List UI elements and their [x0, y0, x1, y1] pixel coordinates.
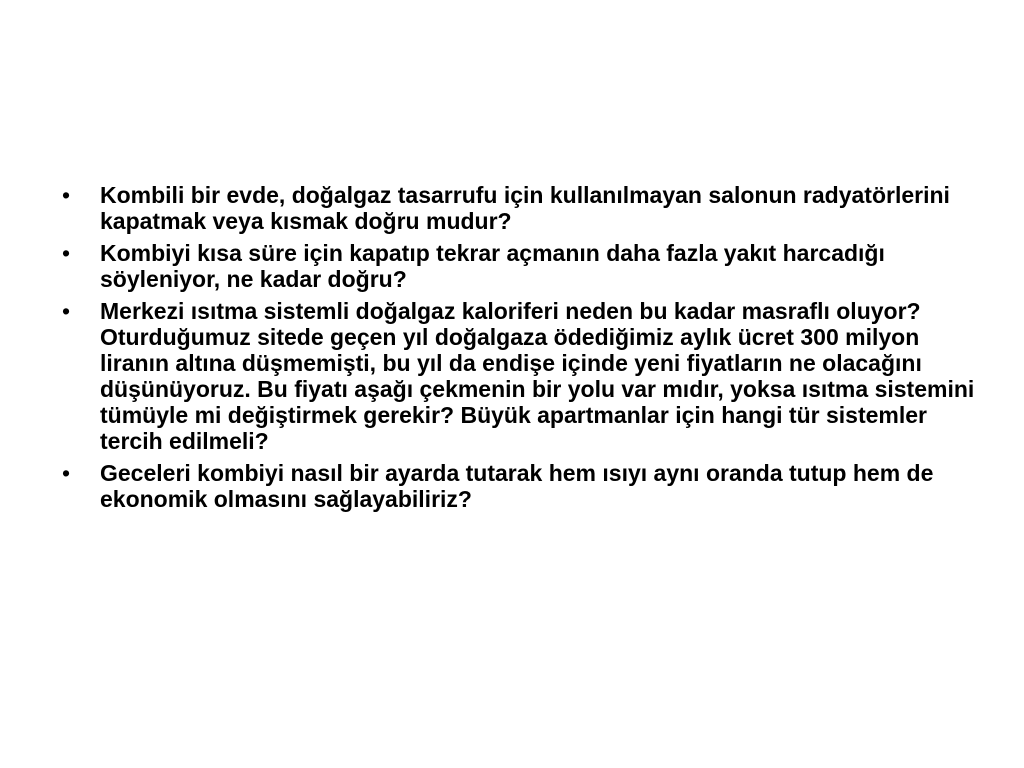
bullet-text: Merkezi ısıtma sistemli doğalgaz kaloriferi neden bu kadar masraflı oluyor? Oturduğumuz sitede geçen yıl doğalgaza ödediğimiz aylık ücret 300 milyon liranın altına düşmemişti, bu yıl da endişe içinde yeni fiyatların ne olacağını düşünüyoruz. Bu fiyatı aşağı çekmenin bir yolu var mıdır, yoksa ısıtma sistemini tümüyle mi değiştirmek gerekir? Büyük apartmanlar için hangi tür sistemler tercih edilmeli?: [100, 298, 975, 454]
bullet-item-2: [60, 240, 980, 292]
bullet-marker: •: [62, 240, 71, 266]
bullet-text: Kombili bir evde, doğalgaz tasarrufu için kullanılmayan salonun radyatörlerini kapatmak veya kısmak doğru mudur?: [100, 182, 950, 234]
bullet-text: Geceleri kombiyi nasıl bir ayarda tutarak hem ısıyı aynı oranda tutup hem de ekonomik olmasını sağlayabiliriz?: [100, 460, 934, 512]
bullet-list: [60, 182, 980, 518]
bullet-item-1: [60, 182, 980, 234]
bullet-text: Kombiyi kısa süre için kapatıp tekrar açmanın daha fazla yakıt harcadığı söyleniyor, ne kadar doğru?: [100, 240, 885, 292]
bullet-marker: •: [62, 298, 71, 324]
bullet-marker: •: [62, 460, 71, 486]
bullet-item-4: [60, 460, 980, 512]
bullet-marker: •: [62, 182, 71, 208]
bullet-item-3: [60, 298, 980, 454]
